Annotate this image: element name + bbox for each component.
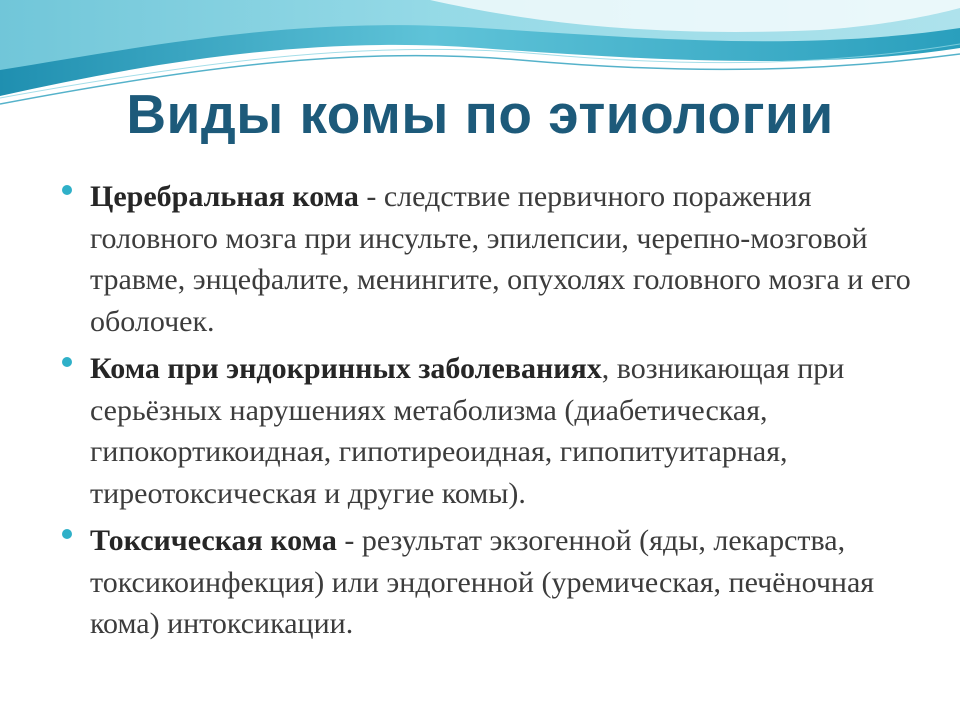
bullet-term: Кома при эндокринных заболеваниях [90, 352, 602, 385]
bullet-list [62, 176, 912, 651]
bullet-text: , возникающая при серьёзных нарушениях метаболизма (диабетическая, гипокортикоидная, гипотиреоидная, гипопитуитарная, тиреотоксическая и другие комы). [90, 352, 845, 510]
bullet-text: - результат экзогенной (яды, лекарства, токсикоинфекция) или эндогенной (уремическая, печёночная кома) интоксикации. [90, 524, 875, 640]
bullet-term: Токсическая кома [90, 524, 337, 557]
bullet-dot-icon [62, 185, 72, 195]
slide-title: Виды комы по этиологии [126, 83, 834, 145]
bullet-item-cerebral [62, 176, 912, 342]
bullet-dot-icon [62, 357, 72, 367]
bullet-text: - следствие первичного поражения головного мозга при инсульте, эпилепсии, черепно-мозговой травме, энцефалите, менингите, опухолях головного мозга и его оболочек. [90, 180, 911, 338]
bullet-dot-icon [62, 529, 72, 539]
bullet-term: Церебральная кома [90, 180, 359, 213]
bullet-item-toxic [62, 520, 912, 645]
bullet-item-endocrine [62, 348, 912, 514]
